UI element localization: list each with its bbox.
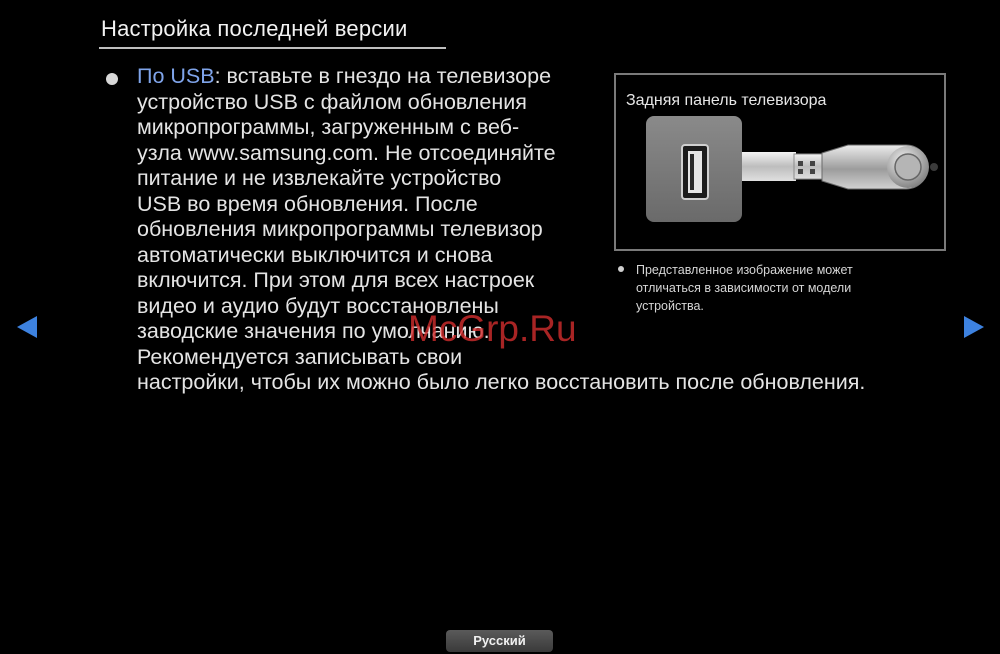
body-line-1-text: : вставьте в гнездо на телевизоре [214,64,552,88]
next-page-arrow-icon[interactable] [964,316,984,338]
watermark: McGrp.Ru [408,308,577,349]
figure-note [636,261,853,315]
body-line-5: питание и не извлекайте устройство [137,166,502,190]
body-line-13: настройки, чтобы их можно было легко восстановить после обновления. [137,370,866,394]
body-line-12: Рекомендуется записывать свои [137,344,463,369]
figure-caption: Задняя панель телевизора [626,92,827,109]
page-title: Настройка последней версии [101,16,408,41]
body-line-8: автоматически выключится и снова [137,242,493,267]
previous-page-arrow-icon[interactable] [17,316,37,338]
tv-rear-panel-figure [614,73,946,251]
body-line-7: обновления микропрограммы телевизор [137,217,543,241]
note-line-3: устройства. [636,299,704,313]
note-bullet-icon [618,266,624,272]
body-line-11: заводские значения по умолчанию. [137,319,490,343]
title-underline [99,47,446,49]
usb-label: По USB [137,64,215,88]
bullet-icon [106,73,118,85]
body-line-4: узла www.samsung.com. Не отсоединяйте [137,140,556,165]
body-line-9: включится. При этом для всех настроек [137,268,535,292]
body-line-2: устройство USB с файлом обновления [137,89,527,114]
body-line-3: микропрограммы, загруженным с веб- [137,115,520,139]
note-line-2: отличаться в зависимости от модели [636,281,852,295]
note-line-1: Представленное изображение может [636,263,853,277]
body-line-6: USB во время обновления. После [137,191,478,216]
language-button[interactable]: Русский [446,630,553,652]
body-line-10: видео и аудио будут восстановлены [137,293,499,318]
